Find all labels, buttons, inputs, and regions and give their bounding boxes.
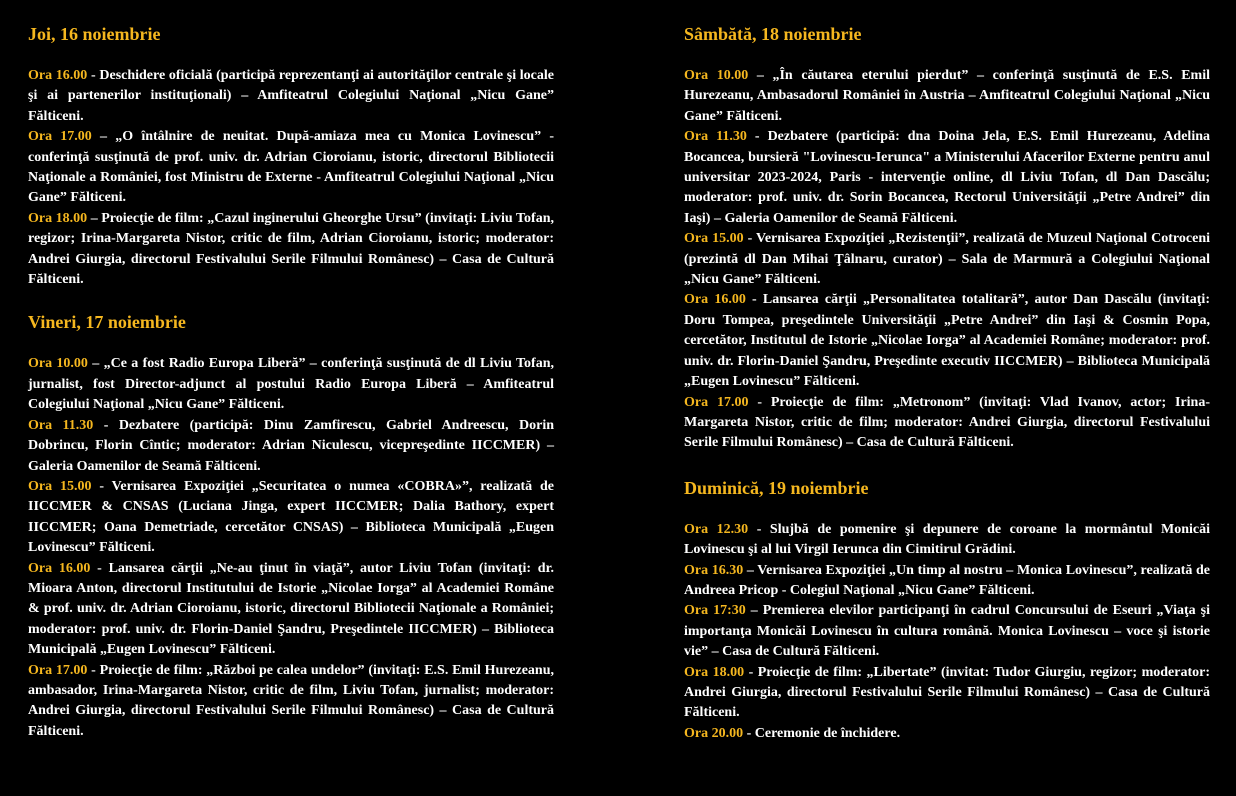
event-item: [684, 393, 1210, 454]
event-list: [28, 354, 554, 742]
event-time: Ora 11.30: [28, 417, 94, 433]
event-time: Ora 16.00: [28, 68, 88, 83]
event-list: [28, 66, 554, 290]
event-time: Ora 15.00: [684, 231, 744, 247]
event-description: – „În căutarea eterului pierdut” – conferinţă susţinută de E.S. Emil Hurezeanu, Ambasadorul României în Austria – Amfiteatrul Colegiului Naţional „Nicu Gane” Fălticeni.: [684, 68, 1210, 124]
event-description: - Slujbă de pomenire şi depunere de coroane la mormântul Monicăi Lovinescu şi al lui Virgil Ierunca din Cimitirul Grădini.: [684, 521, 1211, 558]
event-item: [684, 520, 1210, 561]
event-item: [28, 209, 554, 291]
event-item: [28, 661, 554, 743]
event-list: [684, 66, 1210, 454]
event-item: [684, 290, 1210, 392]
day-thursday: [28, 22, 554, 290]
event-description: - Lansarea cărţii „Ne-au ţinut în viaţă”, autor Liviu Tofan (invitaţi: dr. Mioara Anton, directorul Institutului de Istorie „Nicolae Iorga” al Academiei Române & prof. univ. dr. Adrian Cioroianu, istoric, directorul Bibliotecii Naţionale a României; moderator: prof. univ. dr. Florin-Daniel Şandru, Preşedintele IICCMER) – Biblioteca Municipală „Eugen Lovinescu” Fălticeni.: [28, 560, 554, 658]
day-heading: Duminică, 19 noiembrie: [684, 477, 869, 498]
event-description: - Proiecţie de film: „Război pe calea undelor” (invitaţi: E.S. Emil Hurezeanu, ambasador, Irina-Margareta Nistor, critic de film, Liviu Tofan, jurnalist; moderator: Andrei Giurgia, directorul Festivalului Serile Filmului Românesc) – Casa de Cultură Fălticeni.: [28, 662, 554, 739]
day-heading: Vineri, 17 noiembrie: [28, 312, 186, 333]
event-item: [28, 127, 554, 209]
event-description: - Lansarea cărţii „Personalitatea totalitară”, autor Dan Dascălu (invitaţi: Doru Tompea, preşedintele Universităţii „Petre Andrei” din Iaşi & Cosmin Popa, cercetător, Institutul de Istorie „Nicolae Iorga” al Academiei Române; moderator: prof. univ. dr. Florin-Daniel Şandru, Preşedinte executiv IICCMER) – Biblioteca Municipală „Eugen Lovinescu” Fălticeni.: [684, 292, 1210, 390]
event-description: - Proiecţie de film: „Metronom” (invitaţi: Vlad Ivanov, actor; Irina-Margareta Nistor, critic de film; moderator: Andrei Giurgia, directorul Festivalului Serile Filmului Românesc) – Casa de Cultură Fălticeni.: [684, 394, 1210, 451]
day-friday: [28, 310, 554, 742]
event-description: - Ceremonie de închidere.: [743, 725, 901, 741]
event-time: Ora 10.00: [28, 356, 88, 372]
event-item: [684, 601, 1210, 662]
event-item: [28, 416, 554, 477]
event-description: – Proiecţie de film: „Cazul inginerului Gheorghe Ursu” (invitaţi: Liviu Tofan, regizor; Irina-Margareta Nistor, critic de film, Adrian Cioroianu, istoric; moderator: Andrei Giurgia, directorul Festivalului Serile Filmului Românesc) – Casa de Cultură Fălticeni.: [28, 210, 554, 288]
event-description: - Dezbatere (participă: dna Doina Jela, E.S. Emil Hurezeanu, Adelina Bocancea, bursieră "Lovinescu-Ierunca" a Ministerului Afacerilor Externe pentru anul universitar 2023-2024, Paris - intervenţie online, dl Liviu Tofan, dl Dan Dascălu; moderator: prof. univ. dr. Sorin Bocancea, Rectorul Universităţii „Petre Andrei” din Iaşi) – Galeria Oamenilor de Seamă Fălticeni.: [684, 129, 1210, 226]
event-description: - Dezbatere (participă: Dinu Zamfirescu, Gabriel Andreescu, Dorin Dobrincu, Florin Cîntic; moderator: Adrian Niculescu, vicepreşedinte IICCMER) – Galeria Oamenilor de Seamă Fălticeni.: [28, 417, 554, 474]
event-time: Ora 18.00: [684, 664, 745, 680]
day-saturday: [684, 22, 1210, 454]
event-time: Ora 18.00: [28, 210, 88, 226]
event-item: [28, 354, 554, 415]
event-description: - Vernisarea Expoziţiei „Securitatea o numea «COBRA»”, realizată de IICCMER & CNSAS (Luciana Jinga, expert IICCMER; Dalia Bathory, expert IICCMER; Oana Demetriade, cercetător CNSAS) – Biblioteca Municipală „Eugen Lovinescu” Fălticeni.: [28, 478, 554, 556]
right-column: [684, 22, 1210, 744]
event-time: Ora 17.00: [28, 662, 88, 678]
left-column: [28, 22, 554, 742]
event-time: Ora 17.00: [28, 129, 92, 145]
event-item: [28, 559, 554, 661]
day-sunday: [684, 476, 1210, 744]
event-description: - Deschidere oficială (participă reprezentanţi ai autorităţilor centrale şi locale şi ai partenerilor instituţionali) – Amfiteatrul Colegiului Naţional „Nicu Gane” Fălticeni.: [28, 68, 554, 124]
event-time: Ora 15.00: [28, 478, 92, 494]
event-item: [684, 663, 1210, 724]
event-time: Ora 16.00: [28, 560, 91, 576]
event-description: – „Ce a fost Radio Europa Liberă” – conferinţă susţinută de dl Liviu Tofan, jurnalist, fost Director-adjunct al postului Radio Europa Liberă – Amfiteatrul Colegiului Naţional „Nicu Gane” Fălticeni.: [28, 356, 554, 413]
event-item: [28, 477, 554, 559]
event-time: Ora 11.30: [684, 129, 747, 145]
event-description: - Vernisarea Expoziţiei „Rezistenţii”, realizată de Muzeul Naţional Cotroceni (prezintă dl Dan Mihai Ţâlnaru, curator) – Sala de Marmură a Colegiului Naţional „Nicu Gane” Fălticeni.: [684, 231, 1210, 288]
event-time: Ora 17:30: [684, 603, 746, 619]
event-description: – Premierea elevilor participanţi în cadrul Concursului de Eseuri „Viaţa şi importanţa Monicăi Lovinescu în cultura română. Monica Lovinescu – voce şi istorie vie” – Casa de Cultură Fălticeni.: [684, 603, 1211, 660]
event-time: Ora 17.00: [684, 394, 749, 410]
event-time: Ora 10.00: [684, 68, 749, 83]
event-time: Ora 20.00: [684, 725, 744, 741]
day-heading: Joi, 16 noiembrie: [28, 24, 161, 44]
event-item: [684, 127, 1210, 229]
event-description: - Proiecţie de film: „Libertate” (invitat: Tudor Giurgiu, regizor; moderator: Andrei Giurgia, directorul Festivalului Serile Filmului Românesc) – Casa de Cultură Fălticeni.: [684, 664, 1210, 721]
event-item: [684, 229, 1210, 290]
event-item: [684, 724, 1210, 744]
event-item: [28, 66, 554, 127]
event-item: [684, 66, 1210, 127]
event-time: Ora 12.30: [684, 521, 749, 537]
event-time: Ora 16.00: [684, 292, 746, 308]
event-description: – „O întâlnire de neuitat. După-amiaza mea cu Monica Lovinescu” - conferinţă susţinută de prof. univ. dr. Adrian Cioroianu, istoric, directorul Bibliotecii Naţionale a României, fost Ministru de Externe - Amfiteatrul Colegiului Naţional „Nicu Gane” Fălticeni.: [28, 129, 554, 206]
event-item: [684, 561, 1210, 602]
event-description: – Vernisarea Expoziţiei „Un timp al nostru – Monica Lovinescu”, realizată de Andreea Pricop - Colegiul Naţional „Nicu Gane” Fălticeni.: [684, 562, 1210, 598]
event-time: Ora 16.30: [684, 562, 744, 578]
event-list: [684, 520, 1210, 744]
day-heading: Sâmbătă, 18 noiembrie: [684, 24, 862, 44]
